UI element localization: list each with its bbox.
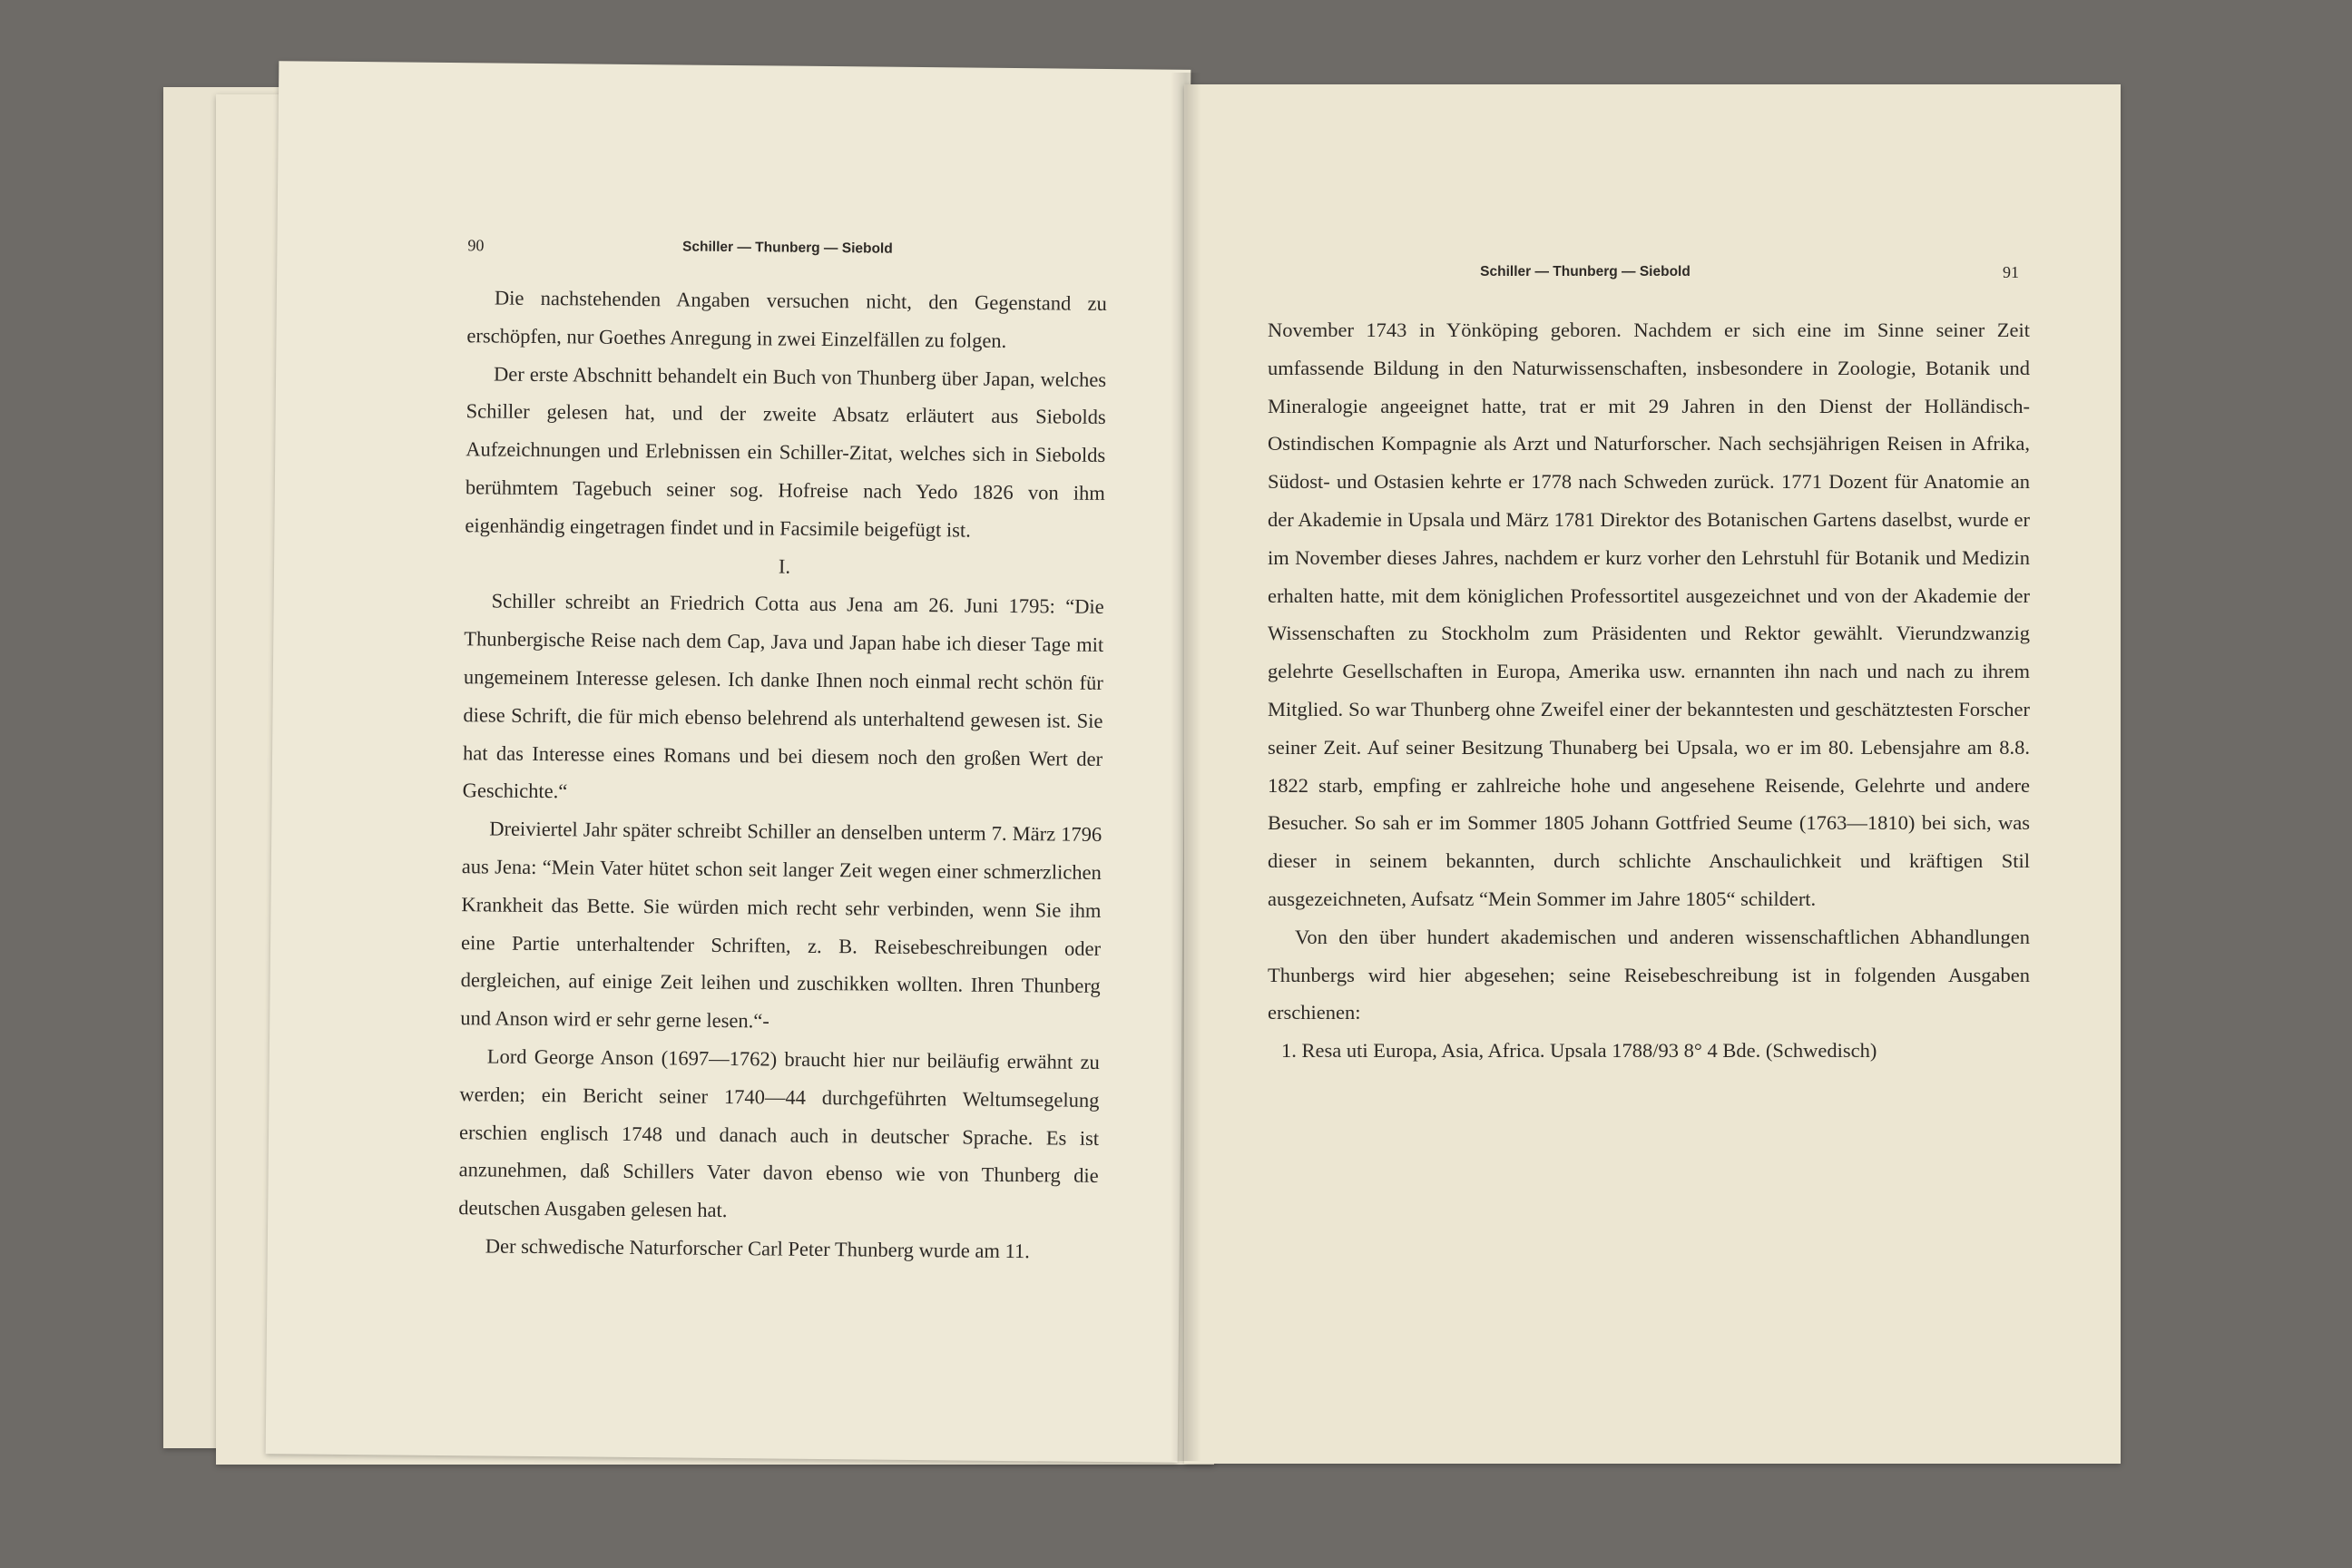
paragraph: Dreiviertel Jahr später schreibt Schiller an denselben unterm 7. März 1796 aus Jena: “Mein Vater hütet schon seit langer Zeit wegen einer schmerzlichen Krankheit das Bette. Sie würden mich recht sehr verbinden, wenn Sie ihm eine Partie unterhaltender Schriften, z. B. Reisebeschreibungen oder dergleichen, auf einige Zeit leihen und zuschikken wollten. Ihren Thunberg und Anson wird er sehr gerne lesen.“- (460, 817, 1102, 1033)
paragraph: November 1743 in Yönköping geboren. Nachdem er sich eine im Sinne seiner Zeit umfassende Bildung in den Naturwissenschaften, insbesondere in Zoologie, Botanik und Mineralogie angeeignet hatte, trat er mit 29 Jahren in den Dienst der Holländisch-Ostindischen Kompagnie als Arzt und Naturforscher. Nach sechsjährigen Reisen in Afrika, Südost- und Ostasien kehrte er 1778 nach Schweden zurück. 1771 Dozent für Anatomie an der Akademie in Upsala und März 1781 Direktor des Botanischen Gartens daselbst, wurde er im November dieses Jahres, nachdem er kurz vorher den Lehrstuhl für Botanik und Medizin erhalten hatte, mit dem königlichen Professortitel ausgezeichnet und von der Akademie der Wissenschaften zu Stockholm zum Präsidenten und Rektor gewählt. Vierundzwanzig gelehrte Gesellschaften in Europa, Amerika usw. ernannten ihn nach und nach zu ihrem Mitglied. So war Thunberg ohne Zweifel einer der bekanntesten und geschätztesten Forscher seiner Zeit. Auf seiner Besitzung Thunaberg bei Upsala, wo er im 80. Lebensjahre am 8.8. 1822 starb, empfing er zahlreiche hohe und angesehene Reisende, Gelehrte und andere Besucher. So sah er im Sommer 1805 Johann Gottfried Seume (1763—1810) bei sich, was dieser in seinem bekannten, durch schlichte Anschaulichkeit und kräftigen Stil ausgezeichneten, Aufsatz “Mein Sommer im Jahre 1805“ schildert. (1268, 318, 2030, 910)
running-head: Schiller — Thunberg — Siebold (682, 239, 893, 257)
paragraph: Der schwedische Naturforscher Carl Peter Thunberg wurde am 11. (485, 1234, 1030, 1263)
book-gutter (1171, 73, 1201, 1461)
right-page-text (1268, 263, 2030, 1070)
right-page (1184, 84, 2121, 1464)
list-item: 1. Resa uti Europa, Asia, Africa. Upsala 1788/93 8° 4 Bde. (Schwedisch) (1281, 1039, 1877, 1063)
page-number: 90 (467, 236, 485, 255)
left-page-text (458, 236, 1108, 1270)
section-number: I. (778, 554, 791, 578)
paragraph: Der erste Abschnitt behandelt ein Buch von Thunberg über Japan, welches Schiller gelesen hat, und der zweite Absatz erläutert aus Siebolds Aufzeichnungen und Erlebnissen ein Schiller-Zitat, welches sich in Siebolds berühmtem Tagebuch seiner sog. Hofreise nach Yedo 1826 von ihm eigenhändig eingetragen findet und in Facsimile beigefügt ist. (465, 362, 1107, 542)
right-page-header (1268, 259, 2030, 286)
page-number: 91 (2003, 263, 2019, 281)
left-page-header (467, 231, 1107, 265)
paragraph: Von den über hundert akademischen und anderen wissenschaftlichen Abhandlungen Thunbergs wird hier abgesehen; seine Reisebeschreibung ist in folgenden Ausgaben erschienen: (1268, 925, 2030, 1024)
left-page (266, 61, 1191, 1463)
running-head: Schiller — Thunberg — Siebold (1480, 264, 1690, 279)
paragraph: Die nachstehenden Angaben versuchen nicht, den Gegenstand zu erschöpfen, nur Goethes Anregung in zwei Einzelfällen zu folgen. (466, 286, 1107, 352)
paragraph: Lord George Anson (1697—1762) braucht hier nur beiläufig erwähnt zu werden; ein Bericht seiner 1740—44 durchgeführten Weltumsegelung erschien englisch 1748 und danach auch in deutscher Sprache. Es ist anzunehmen, daß Schillers Vater davon ebenso wie von Thunberg die deutschen Ausgaben gelesen hat. (458, 1044, 1100, 1222)
paragraph: Schiller schreibt an Friedrich Cotta aus Jena am 26. Juni 1795: “Die Thunbergische Reise nach dem Cap, Java und Japan habe ich dieser Tage mit ungemeinem Interesse gelesen. Ich danke Ihnen noch einmal recht schön für diese Schrift, die für mich ebenso belehrend als unterhaltend gewesen ist. Sie hat das Interesse eines Romans und bei diesem noch den großen Wert der Geschichte.“ (462, 589, 1104, 803)
